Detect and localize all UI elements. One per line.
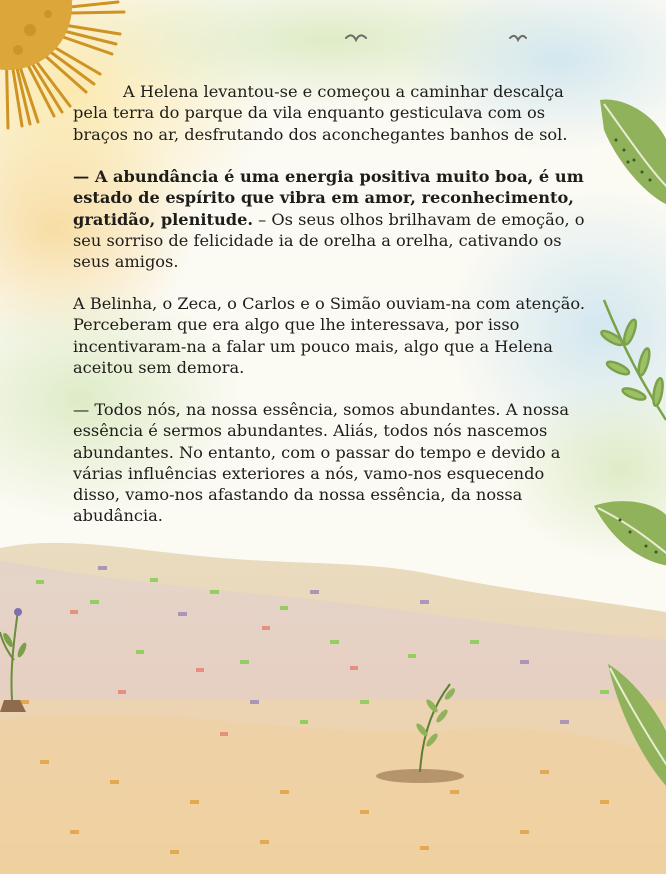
paragraph-text: A Belinha, o Zeca, o Carlos e o Simão ouviam-na com atenção. Perceberam que era algo que lhe interessava, por isso incentivaram-na a falar um pouco mais, algo que a Helena aceitou sem demora. <box>73 294 585 377</box>
story-paragraph-4 <box>73 399 593 527</box>
paragraph-text: — Todos nós, na nossa essência, somos abundantes. A nossa essência é sermos abundantes. Aliás, todos nós nascemos abundantes. No entanto, com o passar do tempo e devido a várias influências exteriores a nós, vamo-nos esquecendo disso, vamo-nos afastando da nossa essência, da nossa abudância. <box>73 400 569 526</box>
story-paragraph-3 <box>73 293 593 378</box>
quote-bold: — A abundância é uma energia positiva muito boa, é um estado de espírito que vibra em amor, reconhecimento, gratidão, plenitude. <box>73 167 584 229</box>
story-paragraph-2 <box>73 166 593 272</box>
story-paragraph-1 <box>73 81 593 145</box>
quote-rest: – Os seus olhos brilhavam de emoção, o seu sorriso de felicidade ia de orelha a orelha, cativando os seus amigos. <box>73 209 585 272</box>
paragraph-text <box>73 166 593 272</box>
paragraph-text: A Helena levantou-se e começou a caminhar descalça pela terra do parque da vila enquanto gesticulava com os braços no ar, desfrutando dos aconchegantes banhos de sol. <box>73 82 568 144</box>
